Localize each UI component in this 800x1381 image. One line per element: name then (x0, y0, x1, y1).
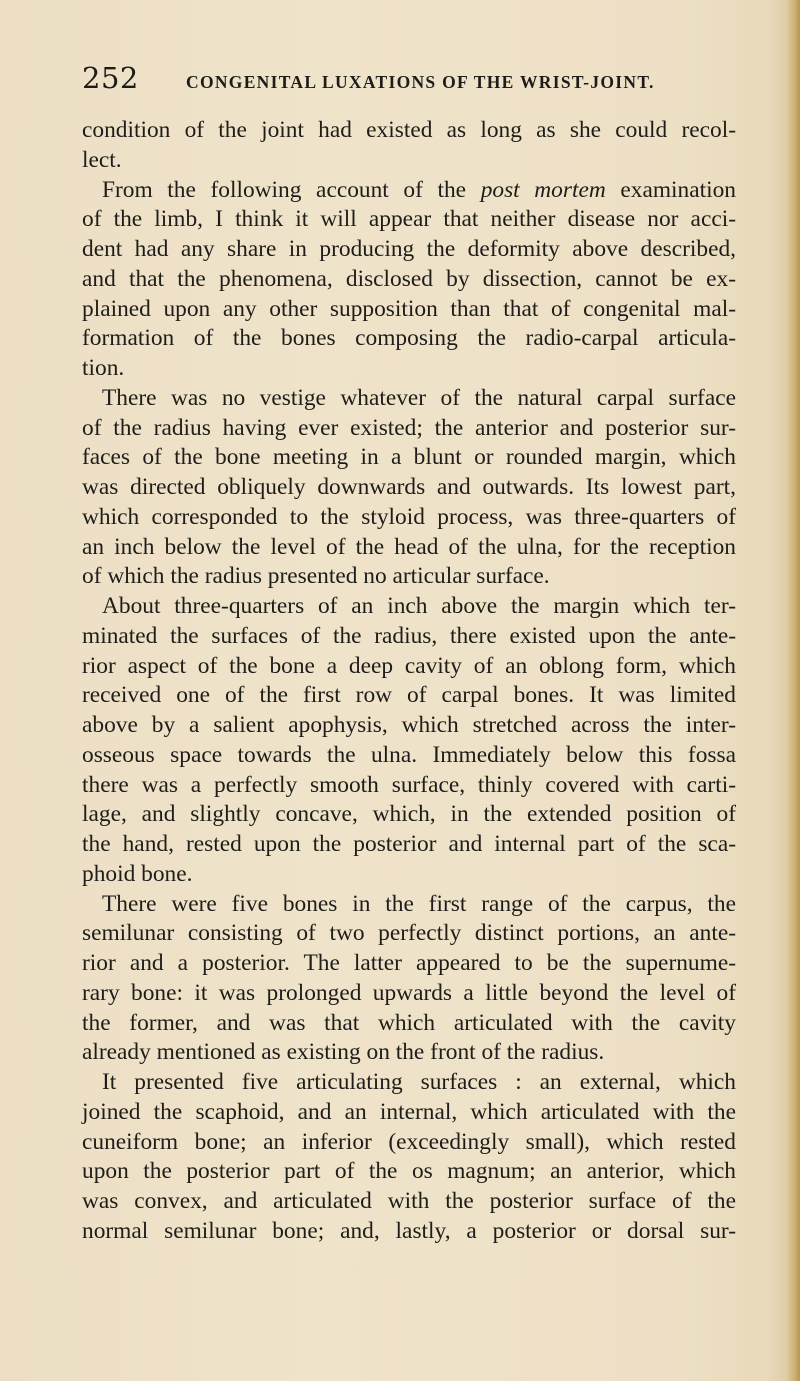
running-title: CONGENITAL LUXATIONS OF THE WRIST-JOINT. (186, 72, 655, 92)
text-line: joined the scaphoid, and an internal, which articulated with the (82, 1098, 736, 1125)
text-line: of the radius having ever existed; the anterior and posterior sur- (82, 414, 736, 441)
text-line: rior aspect of the bone a deep cavity of an oblong form, which (82, 652, 736, 679)
text-line: condition of the joint had existed as long as she could recol- (82, 117, 736, 143)
text-line: osseous space towards the ulna. Immediately below this fossa (82, 741, 736, 768)
text-line: lage, and slightly concave, which, in the extended position of (82, 801, 736, 828)
text-line: cuneiform bone; an inferior (exceedingly small), which rested (82, 1128, 736, 1155)
text-line: minated the surfaces of the radius, there existed upon the ante- (82, 622, 736, 649)
text-line: dent had any share in producing the deformity above described, (82, 236, 736, 262)
text-line: was directed obliquely downwards and outwards. Its lowest part, (82, 474, 736, 500)
text-line: It presented five articulating surfaces : an external, which (102, 1069, 736, 1095)
text-line: was convex, and articulated with the posterior surface of the (82, 1188, 736, 1214)
text-line: the former, and was that which articulated with the cavity (82, 1009, 736, 1036)
text-line: of the limb, I think it will appear that neither disease nor acci- (82, 206, 736, 233)
text-line: rior and a posterior. The latter appeared to be the supernume- (82, 950, 736, 976)
text-line: an inch below the level of the head of the ulna, for the reception (82, 533, 736, 560)
text-line: About three-quarters of an inch above the margin which ter- (102, 593, 736, 619)
text-line: plained upon any other supposition than that of congenital mal- (82, 295, 736, 322)
text-line: semilunar consisting of two perfectly distinct portions, an ante- (82, 920, 736, 947)
text-line: which corresponded to the styloid process, was three-quarters of (82, 503, 736, 530)
text-line (82, 176, 736, 206)
text-line: lect. (82, 146, 122, 173)
text-segment: From the following account of the (102, 176, 481, 203)
text-line: formation of the bones composing the radio-carpal articula- (82, 325, 736, 352)
text-line: rary bone: it was prolonged upwards a little beyond the level of (82, 979, 736, 1006)
page-edge-shading (786, 0, 800, 1381)
page-number: 252 (82, 61, 139, 95)
body-text (82, 116, 736, 1247)
text-line: the hand, rested upon the posterior and internal part of the sca- (82, 831, 736, 857)
text-line: upon the posterior part of the os magnum; an anterior, which (82, 1158, 736, 1185)
text-line: normal semilunar bone; and, lastly, a posterior or dorsal sur- (82, 1217, 736, 1244)
text-line: already mentioned as existing on the front of the radius. (82, 1039, 605, 1066)
text-line: above by a salient apophysis, which stretched across the inter- (82, 712, 736, 738)
text-line: phoid bone. (82, 860, 193, 887)
text-line: tion. (82, 355, 125, 381)
text-line: received one of the first row of carpal bones. It was limited (82, 682, 736, 709)
page-header (82, 58, 742, 102)
text-line: there was a perfectly smooth surface, thinly covered with carti- (82, 771, 736, 798)
text-segment: examination (605, 176, 736, 203)
italic-term: post mortem (480, 176, 606, 203)
text-line: faces of the bone meeting in a blunt or rounded margin, which (82, 444, 736, 471)
text-line: There was no vestige whatever of the natural carpal surface (102, 384, 736, 411)
text-line: There were five bones in the first range of the carpus, the (102, 890, 736, 917)
text-line: of which the radius presented no articular surface. (82, 563, 550, 590)
text-line: and that the phenomena, disclosed by dissection, cannot be ex- (82, 265, 736, 292)
